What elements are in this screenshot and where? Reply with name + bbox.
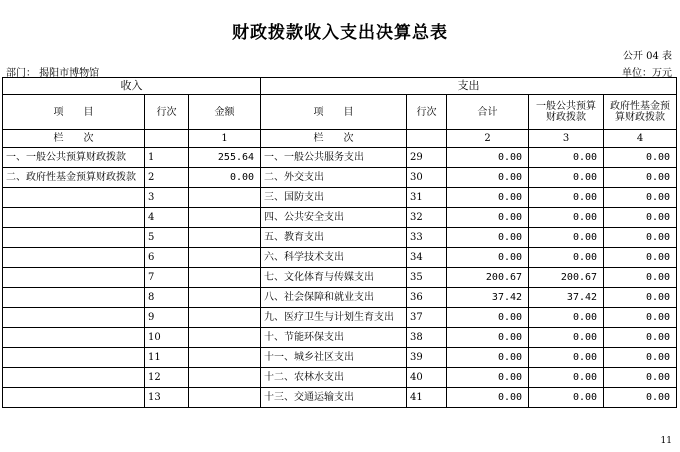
- expense-rowno-cell: 39: [407, 348, 447, 368]
- expense-total-cell: 0.00: [447, 328, 529, 348]
- expense-item-cell: 十二、农林水支出: [261, 368, 407, 388]
- table-row: [3, 208, 677, 228]
- expense-item-cell: 一、一般公共服务支出: [261, 148, 407, 168]
- table-row: [3, 188, 677, 208]
- expense-total-cell: 0.00: [447, 148, 529, 168]
- income-amount-cell: [189, 208, 261, 228]
- expense-general-cell: 0.00: [529, 308, 604, 328]
- expense-general-cell: 0.00: [529, 168, 604, 188]
- expense-header: 支出: [261, 78, 677, 95]
- income-amount-cell: [189, 188, 261, 208]
- expense-total-cell: 0.00: [447, 308, 529, 328]
- expense-fund-header: 政府性基金预算财政拨款: [604, 95, 677, 130]
- income-amount-header: 金额: [189, 95, 261, 130]
- expense-item-cell: 七、文化体育与传媒支出: [261, 268, 407, 288]
- table-row: [3, 328, 677, 348]
- expense-fund-cell: 0.00: [604, 368, 677, 388]
- expense-rowno-cell: 30: [407, 168, 447, 188]
- expense-column-2: 2: [447, 130, 529, 148]
- expense-general-cell: 0.00: [529, 328, 604, 348]
- income-item-cell: [3, 188, 145, 208]
- expense-general-cell: 0.00: [529, 208, 604, 228]
- income-item-cell: [3, 308, 145, 328]
- expense-fund-cell: 0.00: [604, 348, 677, 368]
- expense-rowno-header: 行次: [407, 95, 447, 130]
- income-item-cell: [3, 228, 145, 248]
- expense-item-cell: 三、国防支出: [261, 188, 407, 208]
- expense-fund-cell: 0.00: [604, 248, 677, 268]
- income-item-cell: [3, 368, 145, 388]
- income-rowno-cell: 11: [145, 348, 189, 368]
- expense-fund-cell: 0.00: [604, 268, 677, 288]
- page-number: 11: [660, 436, 672, 446]
- expense-rowno-cell: 29: [407, 148, 447, 168]
- income-amount-cell: 0.00: [189, 168, 261, 188]
- income-item-cell: [3, 288, 145, 308]
- income-amount-cell: [189, 248, 261, 268]
- income-amount-cell: [189, 368, 261, 388]
- expense-total-cell: 0.00: [447, 388, 529, 408]
- expense-fund-cell: 0.00: [604, 308, 677, 328]
- expense-item-cell: 六、科学技术支出: [261, 248, 407, 268]
- income-item-cell: [3, 268, 145, 288]
- income-rowno-cell: 5: [145, 228, 189, 248]
- expense-total-cell: 0.00: [447, 168, 529, 188]
- page-title: 财政拨款收入支出决算总表: [232, 23, 448, 43]
- income-amount-cell: [189, 268, 261, 288]
- expense-general-cell: 0.00: [529, 188, 604, 208]
- expense-general-cell: 0.00: [529, 348, 604, 368]
- income-column-label: 栏 次: [3, 130, 145, 148]
- income-amount-cell: [189, 308, 261, 328]
- expense-column-blank: [407, 130, 447, 148]
- expense-item-header: 项 目: [261, 95, 407, 130]
- income-header: 收入: [3, 78, 261, 95]
- table-body: [3, 148, 677, 408]
- expense-rowno-cell: 32: [407, 208, 447, 228]
- income-rowno-cell: 7: [145, 268, 189, 288]
- fiscal-summary-table: [2, 77, 677, 408]
- table-row: [3, 168, 677, 188]
- income-rowno-cell: 8: [145, 288, 189, 308]
- income-rowno-cell: 1: [145, 148, 189, 168]
- expense-general-cell: 0.00: [529, 388, 604, 408]
- expense-fund-cell: 0.00: [604, 388, 677, 408]
- table-row: [3, 268, 677, 288]
- income-item-header: 项 目: [3, 95, 145, 130]
- expense-rowno-cell: 35: [407, 268, 447, 288]
- unit-label: 单位：万元: [622, 68, 672, 79]
- expense-total-cell: 0.00: [447, 188, 529, 208]
- expense-total-cell: 0.00: [447, 368, 529, 388]
- expense-column-label: 栏 次: [261, 130, 407, 148]
- table-row: [3, 288, 677, 308]
- form-code: 公开 04 表: [622, 51, 672, 62]
- expense-fund-cell: 0.00: [604, 208, 677, 228]
- table-row: [3, 308, 677, 328]
- expense-general-cell: 37.42: [529, 288, 604, 308]
- expense-total-cell: 0.00: [447, 228, 529, 248]
- expense-fund-cell: 0.00: [604, 188, 677, 208]
- expense-rowno-cell: 33: [407, 228, 447, 248]
- expense-rowno-cell: 40: [407, 368, 447, 388]
- department-label: 部门： 揭阳市博物馆: [6, 68, 100, 79]
- expense-rowno-cell: 38: [407, 328, 447, 348]
- expense-rowno-cell: 31: [407, 188, 447, 208]
- income-rowno-cell: 2: [145, 168, 189, 188]
- income-column-blank: [145, 130, 189, 148]
- income-rowno-cell: 3: [145, 188, 189, 208]
- expense-total-cell: 0.00: [447, 348, 529, 368]
- income-item-cell: 二、政府性基金预算财政拨款: [3, 168, 145, 188]
- expense-column-3: 3: [529, 130, 604, 148]
- income-item-cell: [3, 388, 145, 408]
- expense-item-cell: 五、教育支出: [261, 228, 407, 248]
- income-rowno-cell: 13: [145, 388, 189, 408]
- table-row: [3, 368, 677, 388]
- expense-item-cell: 十、节能环保支出: [261, 328, 407, 348]
- expense-general-cell: 0.00: [529, 148, 604, 168]
- expense-item-cell: 二、外交支出: [261, 168, 407, 188]
- expense-rowno-cell: 37: [407, 308, 447, 328]
- expense-fund-cell: 0.00: [604, 148, 677, 168]
- income-rowno-cell: 9: [145, 308, 189, 328]
- income-amount-cell: [189, 288, 261, 308]
- expense-item-cell: 十三、交通运输支出: [261, 388, 407, 408]
- expense-general-cell: 0.00: [529, 368, 604, 388]
- expense-fund-cell: 0.00: [604, 228, 677, 248]
- expense-total-header: 合计: [447, 95, 529, 130]
- expense-total-cell: 37.42: [447, 288, 529, 308]
- header-row-group: [3, 78, 677, 95]
- income-rowno-cell: 10: [145, 328, 189, 348]
- expense-general-cell: 0.00: [529, 248, 604, 268]
- expense-item-cell: 八、社会保障和就业支出: [261, 288, 407, 308]
- header-row-columns: [3, 95, 677, 130]
- expense-rowno-cell: 34: [407, 248, 447, 268]
- income-rowno-cell: 6: [145, 248, 189, 268]
- expense-rowno-cell: 41: [407, 388, 447, 408]
- table-row: [3, 348, 677, 368]
- expense-general-cell: 0.00: [529, 228, 604, 248]
- table-row: [3, 388, 677, 408]
- expense-item-cell: 四、公共安全支出: [261, 208, 407, 228]
- expense-total-cell: 200.67: [447, 268, 529, 288]
- table-row: [3, 148, 677, 168]
- income-rowno-cell: 12: [145, 368, 189, 388]
- income-amount-cell: [189, 328, 261, 348]
- income-item-cell: [3, 208, 145, 228]
- expense-fund-cell: 0.00: [604, 168, 677, 188]
- expense-general-header: 一般公共预算财政拨款: [529, 95, 604, 130]
- expense-total-cell: 0.00: [447, 208, 529, 228]
- income-column-1: 1: [189, 130, 261, 148]
- expense-item-cell: 十一、城乡社区支出: [261, 348, 407, 368]
- expense-general-cell: 200.67: [529, 268, 604, 288]
- income-item-cell: [3, 328, 145, 348]
- expense-rowno-cell: 36: [407, 288, 447, 308]
- expense-total-cell: 0.00: [447, 248, 529, 268]
- table-row: [3, 228, 677, 248]
- header-row-column-index: [3, 130, 677, 148]
- income-amount-cell: [189, 388, 261, 408]
- income-item-cell: [3, 348, 145, 368]
- income-amount-cell: [189, 348, 261, 368]
- expense-fund-cell: 0.00: [604, 288, 677, 308]
- income-amount-cell: [189, 228, 261, 248]
- expense-column-4: 4: [604, 130, 677, 148]
- income-rowno-header: 行次: [145, 95, 189, 130]
- table-row: [3, 248, 677, 268]
- income-item-cell: [3, 248, 145, 268]
- income-item-cell: 一、一般公共预算财政拨款: [3, 148, 145, 168]
- income-amount-cell: 255.64: [189, 148, 261, 168]
- expense-fund-cell: 0.00: [604, 328, 677, 348]
- expense-item-cell: 九、医疗卫生与计划生育支出: [261, 308, 407, 328]
- income-rowno-cell: 4: [145, 208, 189, 228]
